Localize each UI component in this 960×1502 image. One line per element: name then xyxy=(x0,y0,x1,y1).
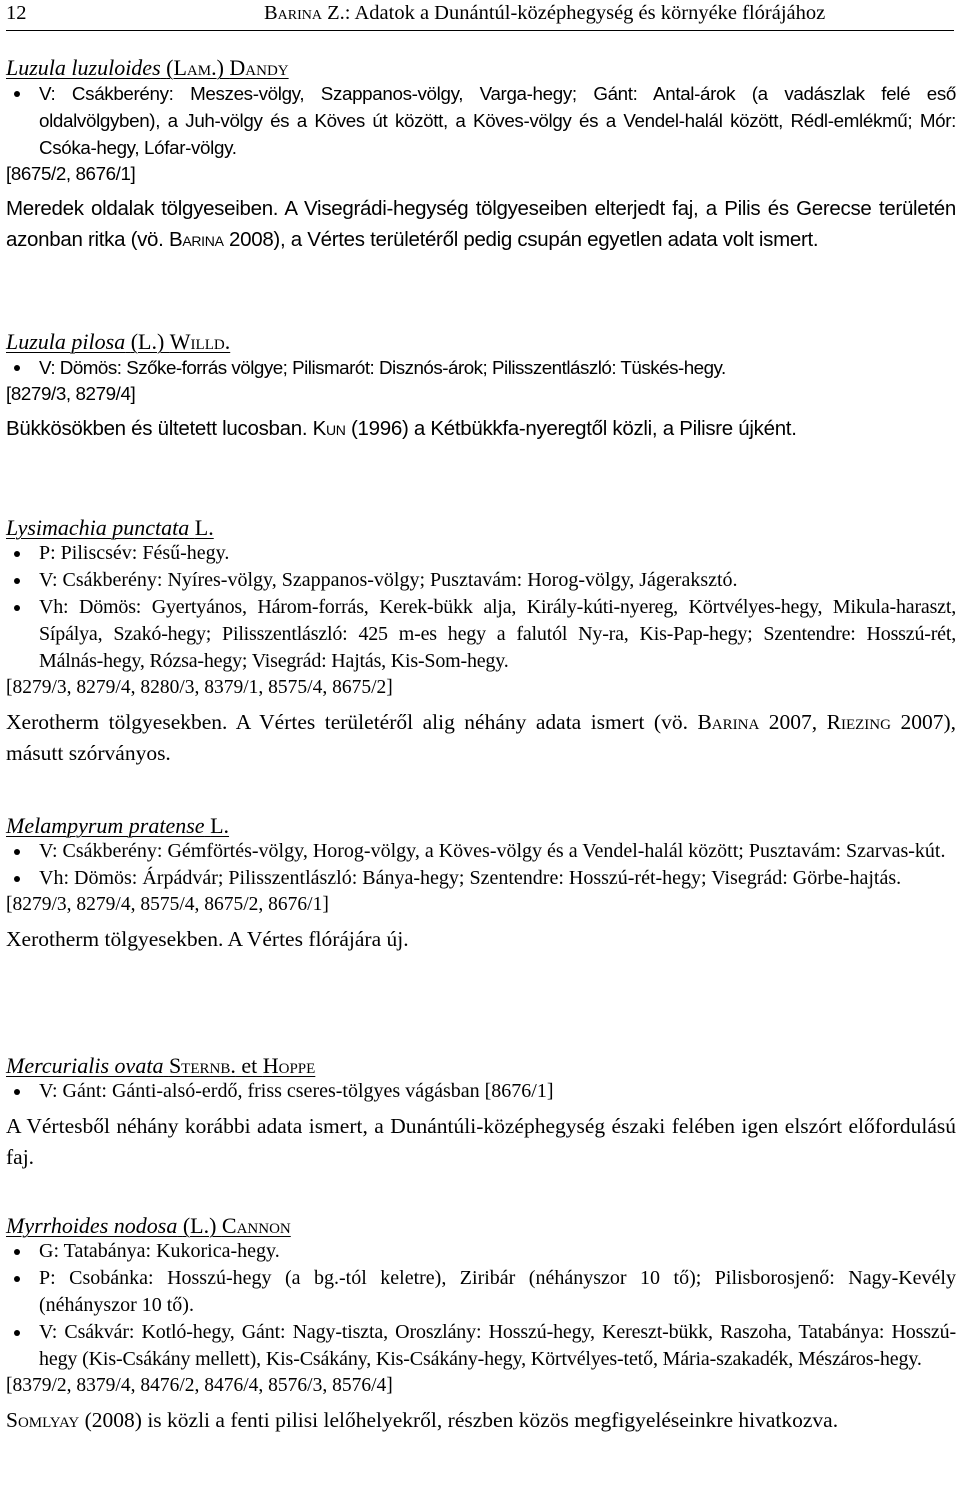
species-author: (Lam.) Dandy xyxy=(166,55,289,80)
species-author: L. xyxy=(210,813,230,838)
species-title xyxy=(6,330,956,354)
grid-refs: [8279/3, 8279/4, 8575/4, 8675/2, 8676/1] xyxy=(6,894,329,915)
species-author: (L.) Willd. xyxy=(130,329,231,354)
locality-item: V: Csákberény: Gémförtés-völgy, Horog-völgy, a Köves-völgy és a Vendel-halál között; Pusztavám: Szarvas-kút. xyxy=(6,838,956,865)
species-note: A Vértesből néhány korábbi adata ismert, a Dunántúli-középhegység északi felében igen elszórt előfordulású faj. xyxy=(6,1114,956,1169)
species-name: Myrrhoides nodosa xyxy=(6,1213,178,1238)
species-entry xyxy=(6,516,956,769)
locality-list xyxy=(6,838,956,892)
locality-list xyxy=(6,354,956,381)
locality-item: V: Csákvár: Kotló-hegy, Gánt: Nagy-tiszta, Oroszlány: Hosszú-hegy, Kereszt-bükk, Raszoha, Tatabánya: Hosszú-hegy (Kis-Csákány mellett), Kis-Csákány, Kis-Csákány-hegy, Körtvélyes-tető, Mária-szakadék, Mészáros-hegy. xyxy=(6,1319,956,1373)
species-name: Luzula luzuloides xyxy=(6,55,161,80)
species-entry xyxy=(6,330,956,444)
species-name: Melampyrum pratense xyxy=(6,813,205,838)
species-name: Mercurialis ovata xyxy=(6,1053,164,1078)
species-author: L. xyxy=(194,515,214,540)
species-author: Sternb. et Hoppe xyxy=(168,1053,316,1078)
species-note: Meredek oldalak tölgyeseiben. A Visegrádi-hegység tölgyeseiben elterjedt faj, a Pilis és Gerecse területén azonban ritka (vö. Barina 2008), a Vértes területéről pedig csupán egyetlen adata volt ismert. xyxy=(6,197,956,251)
species-title xyxy=(6,1214,956,1238)
locality-item: G: Tatabánya: Kukorica-hegy. xyxy=(6,1238,956,1265)
species-title xyxy=(6,56,956,80)
grid-refs: [8379/2, 8379/4, 8476/2, 8476/4, 8576/3, 8576/4] xyxy=(6,1375,393,1396)
locality-list xyxy=(6,80,956,161)
locality-list xyxy=(6,1078,956,1105)
locality-item: V: Csákberény: Nyíres-völgy, Szappanos-völgy; Pusztavám: Horog-völgy, Jágeraksztó. xyxy=(6,567,956,594)
locality-item: V: Gánt: Gánti-alsó-erdő, friss cseres-tölgyes vágásban [8676/1] xyxy=(6,1078,956,1105)
locality-item: V: Csákberény: Meszes-völgy, Szappanos-völgy, Varga-hegy; Gánt: Antal-árok (a vadászlak felé eső oldalvölgyben), a Juh-völgy és a Köves út között, a Köves-völgy és a Vendel-halál között, Rédl-emlékmű; Mór: Csóka-hegy, Lófar-völgy. xyxy=(6,80,956,161)
locality-item: P: Piliscsév: Fésű-hegy. xyxy=(6,540,956,567)
header-author: Barina Z. xyxy=(264,2,345,24)
grid-refs: [8279/3, 8279/4] xyxy=(6,383,136,404)
locality-item: P: Csobánka: Hosszú-hegy (a bg.-tól keletre), Ziribár (néhányszor 10 tő); Pilisborosjenő: Nagy-Kevély (néhányszor 10 tő). xyxy=(6,1265,956,1319)
locality-item: Vh: Dömös: Árpádvár; Pilisszentlászló: Bánya-hegy; Szentendre: Hosszú-rét-hegy; Visegrád: Görbe-hajtás. xyxy=(6,865,956,892)
species-note: Xerotherm tölgyesekben. A Vértes flórájára új. xyxy=(6,927,409,951)
grid-refs: [8279/3, 8279/4, 8280/3, 8379/1, 8575/4, 8675/2] xyxy=(6,677,393,698)
species-title xyxy=(6,1054,956,1078)
running-title xyxy=(264,1,825,25)
species-title xyxy=(6,516,956,540)
locality-list xyxy=(6,1238,956,1373)
species-note: Bükkösökben és ültetett lucosban. Kun (1996) a Kétbükkfa-nyeregtől közli, a Pilisre újként. xyxy=(6,417,797,440)
species-title xyxy=(6,814,956,838)
locality-list xyxy=(6,540,956,675)
species-entry xyxy=(6,814,956,955)
species-name: Luzula pilosa xyxy=(6,329,126,354)
running-header xyxy=(6,0,954,31)
species-entry xyxy=(6,56,956,255)
species-entry xyxy=(6,1214,956,1436)
locality-item: Vh: Dömös: Gyertyános, Három-forrás, Kerek-bükk alja, Király-kúti-nyereg, Körtvélyes-hegy, Mikula-haraszt, Sípálya, Szakó-hegy; Pilisszentlászló: 425 m-es hegy a falutól Ny-ra, Kis-Pap-hegy; Szentendre: Hosszú-rét, Málnás-hegy, Rózsa-hegy; Visegrád: Hajtás, Kis-Som-hegy. xyxy=(6,594,956,675)
page-number: 12 xyxy=(6,2,27,24)
species-author: (L.) Cannon xyxy=(182,1213,291,1238)
species-entry xyxy=(6,1054,956,1173)
species-note: Xerotherm tölgyesekben. A Vértes területéről alig néhány adata ismert (vö. Barina 2007, Riezing 2007), másutt szórványos. xyxy=(6,710,956,765)
locality-item: V: Dömös: Szőke-forrás völgye; Pilismarót: Disznós-árok; Pilisszentlászló: Tüskés-hegy. xyxy=(6,354,956,381)
species-name: Lysimachia punctata xyxy=(6,515,190,540)
grid-refs: [8675/2, 8676/1] xyxy=(6,163,136,184)
species-note: Somlyay (2008) is közli a fenti pilisi lelőhelyekről, részben közös megfigyeléseinkre hivatkozva. xyxy=(6,1408,839,1432)
header-title-text: : Adatok a Dunántúl-középhegység és környéke flórájához xyxy=(344,2,826,24)
